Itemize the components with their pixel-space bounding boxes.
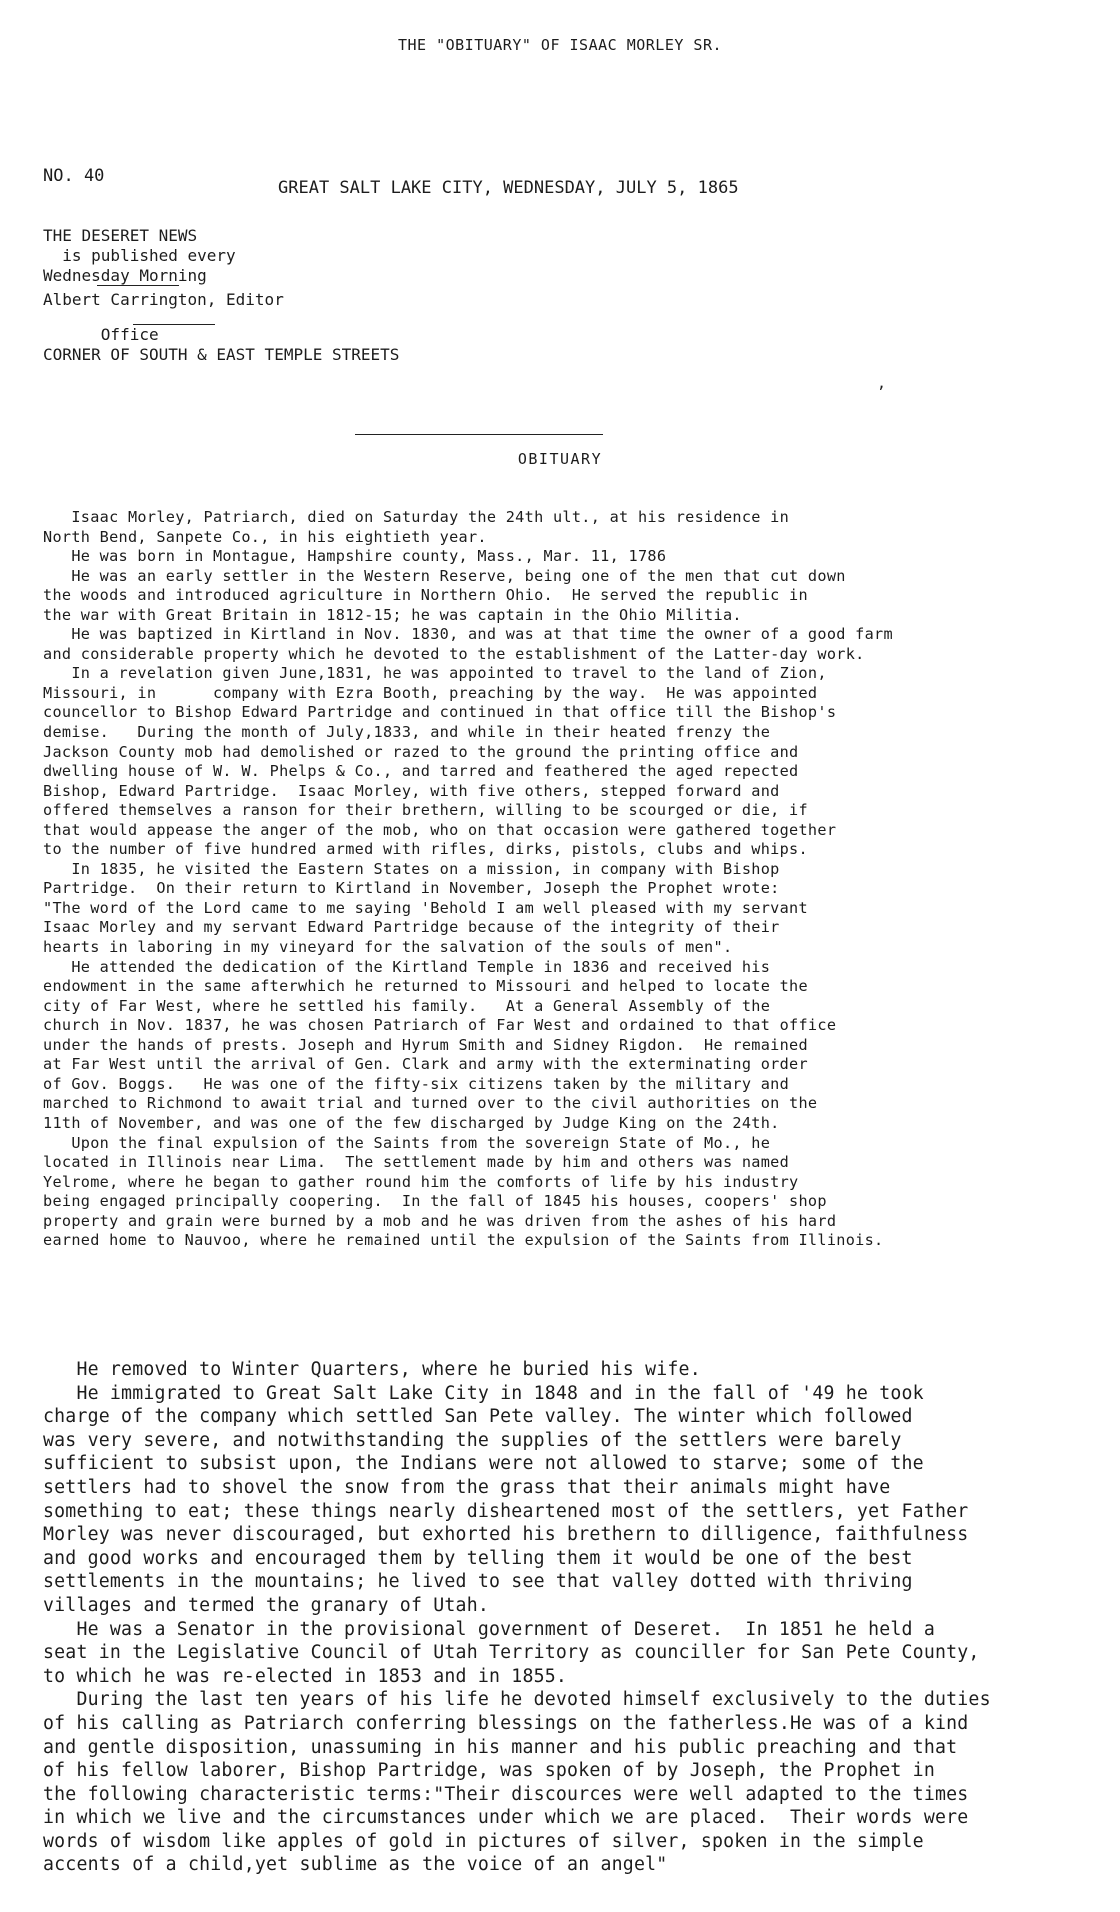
text-line: Missouri, in company with Ezra Booth, preaching by the way. He was appointed — [43, 683, 818, 702]
obituary-text-part2 — [43, 1358, 1103, 1877]
obituary-text-part1 — [43, 508, 943, 1251]
text-line: the following characteristic terms:"Their discources were well adapted to the times — [43, 1783, 969, 1805]
text-line: He attended the dedication of the Kirtland Temple in 1836 and received his — [43, 957, 771, 976]
text-line: He was a Senator in the provisional government of Deseret. In 1851 he held a — [43, 1618, 935, 1640]
text-line: property and grain were burned by a mob and he was driven from the ashes of his hard — [43, 1211, 837, 1230]
publish-line: is published every — [43, 246, 236, 265]
text-line: sufficient to subsist upon, the Indians were not allowed to starve; some of the — [43, 1453, 924, 1475]
text-line: 11th of November, and was one of the few discharged by Judge King on the 24th. — [43, 1113, 780, 1132]
text-line: He was baptized in Kirtland in Nov. 1830, and was at that time the owner of a good farm — [43, 625, 893, 644]
text-line: Upon the final expulsion of the Saints from the sovereign State of Mo., he — [43, 1133, 771, 1152]
text-line: Jackson County mob had demolished or razed to the ground the printing office and — [43, 742, 799, 761]
stray-mark: , — [877, 374, 887, 392]
text-line: located in Illinois near Lima. The settlement made by him and others was named — [43, 1153, 790, 1172]
text-line: councellor to Bishop Edward Partridge and continued in that office till the Bishop's — [43, 703, 837, 722]
text-line: villages and termed the granary of Utah. — [43, 1594, 489, 1616]
text-line: demise. During the month of July,1833, and while in their heated frenzy the — [43, 723, 771, 742]
text-line: In a revelation given June,1831, he was appointed to travel to the land of Zion, — [43, 664, 827, 683]
text-line: to which he was re-elected in 1853 and in 1855. — [43, 1665, 568, 1687]
section-heading: OBITUARY — [517, 450, 603, 468]
text-line: In 1835, he visited the Eastern States on a mission, in company with Bishop — [43, 859, 780, 878]
text-line: and gentle disposition, unassuming in his manner and his public preaching and that — [43, 1736, 958, 1758]
text-line: the woods and introduced agriculture in Northern Ohio. He served the republic in — [43, 586, 808, 605]
publish-line: Wednesday Morning — [43, 266, 207, 285]
masthead — [43, 226, 483, 365]
text-line: "The word of the Lord came to me saying 'Behold I am well pleased with my servant — [43, 898, 808, 917]
text-line: dwelling house of W. W. Phelps & Co., and tarred and feathered the aged repected — [43, 762, 799, 781]
text-line: He was born in Montague, Hampshire county, Mass., Mar. 11, 1786 — [43, 547, 667, 566]
text-line: being engaged principally coopering. In the fall of 1845 his houses, coopers' shop — [43, 1192, 827, 1211]
text-line: accents of a child,yet sublime as the voice of an angel" — [43, 1854, 668, 1876]
text-line: earned home to Nauvoo, where he remained until the expulsion of the Saints from Illinois. — [43, 1231, 884, 1250]
text-line: endowment in the same afterwhich he returned to Missouri and helped to locate the — [43, 977, 808, 996]
text-line: Partridge. On their return to Kirtland in November, Joseph the Prophet wrote: — [43, 879, 780, 898]
text-line: Isaac Morley and my servant Edward Partridge because of the integrity of their — [43, 918, 780, 937]
office-address: CORNER OF SOUTH & EAST TEMPLE STREETS — [43, 345, 400, 364]
text-line: in which we live and the circumstances under which we are placed. Their words were — [43, 1807, 969, 1829]
text-line: city of Far West, where he settled his family. At a General Assembly of the — [43, 996, 771, 1015]
text-line: at Far West until the arrival of Gen. Clark and army with the exterminating order — [43, 1055, 808, 1074]
editor-line: Albert Carrington, Editor — [43, 290, 284, 309]
office-label: Office — [43, 325, 159, 344]
text-line: under the hands of prests. Joseph and Hyrum Smith and Sidney Rigdon. He remained — [43, 1035, 808, 1054]
text-line: During the last ten years of his life he devoted himself exclusively to the duties — [43, 1689, 991, 1711]
text-line: Yelrome, where he began to gather round him the comforts of life by his industry — [43, 1172, 799, 1191]
text-line: settlers had to shovel the snow from the grass that their animals might have — [43, 1476, 891, 1498]
text-line: North Bend, Sanpete Co., in his eightieth year. — [43, 527, 487, 546]
text-line: He removed to Winter Quarters, where he buried his wife. — [43, 1359, 701, 1380]
text-line: of Gov. Boggs. He was one of the fifty-six citizens taken by the military and — [43, 1074, 790, 1093]
text-line: to the number of five hundred armed with rifles, dirks, pistols, clubs and whips. — [43, 840, 808, 859]
text-line: words of wisdom like apples of gold in pictures of silver, spoken in the simple — [43, 1830, 924, 1852]
text-line: hearts in laboring in my vineyard for the salvation of the souls of men". — [43, 938, 733, 957]
text-line: He immigrated to Great Salt Lake City in 1848 and in the fall of '49 he took — [43, 1382, 924, 1404]
text-line: and considerable property which he devoted to the establishment of the Latter-day work. — [43, 644, 865, 663]
text-line: marched to Richmond to await trial and turned over to the civil authorities on the — [43, 1094, 818, 1113]
paper-name: THE DESERET NEWS — [43, 226, 198, 245]
text-line: settlements in the mountains; he lived to see that valley dotted with thriving — [43, 1571, 913, 1593]
text-line: of his calling as Patriarch conferring blessings on the fatherless.He was of a kind — [43, 1712, 969, 1734]
text-line: church in Nov. 1837, he was chosen Patriarch of Far West and ordained to that office — [43, 1016, 837, 1035]
text-line: Bishop, Edward Partridge. Isaac Morley, with five others, stepped forward and — [43, 781, 780, 800]
dateline: GREAT SALT LAKE CITY, WEDNESDAY, JULY 5, 1865 — [278, 178, 739, 198]
text-line: that would appease the anger of the mob, who on that occasion were gathered together — [43, 820, 837, 839]
issue-number: NO. 40 — [43, 166, 105, 186]
text-line: the war with Great Britain in 1812-15; he was captain in the Ohio Militia. — [43, 605, 742, 624]
text-line: offered themselves a ranson for their brethern, willing to be scourged or die, if — [43, 801, 808, 820]
document-title: THE "OBITUARY" OF ISAAC MORLEY SR. — [397, 36, 723, 54]
text-line: Isaac Morley, Patriarch, died on Saturday the 24th ult., at his residence in — [43, 508, 790, 526]
text-line: seat in the Legislative Council of Utah Territory as counciller for San Pete County, — [43, 1642, 980, 1664]
section-divider — [355, 434, 603, 435]
text-line: He was an early settler in the Western Reserve, being one of the men that cut down — [43, 566, 846, 585]
text-line: something to eat; these things nearly disheartened most of the settlers, yet Father — [43, 1500, 969, 1522]
text-line: and good works and encouraged them by telling them it would be one of the best — [43, 1547, 913, 1569]
text-line: Morley was never discouraged, but exhorted his brethern to dilligence, faithfulness — [43, 1524, 969, 1546]
text-line: of his fellow laborer, Bishop Partridge, was spoken of by Joseph, the Prophet in — [43, 1760, 935, 1782]
text-line: charge of the company which settled San Pete valley. The winter which followed — [43, 1406, 913, 1428]
text-line: was very severe, and notwithstanding the supplies of the settlers were barely — [43, 1429, 902, 1451]
